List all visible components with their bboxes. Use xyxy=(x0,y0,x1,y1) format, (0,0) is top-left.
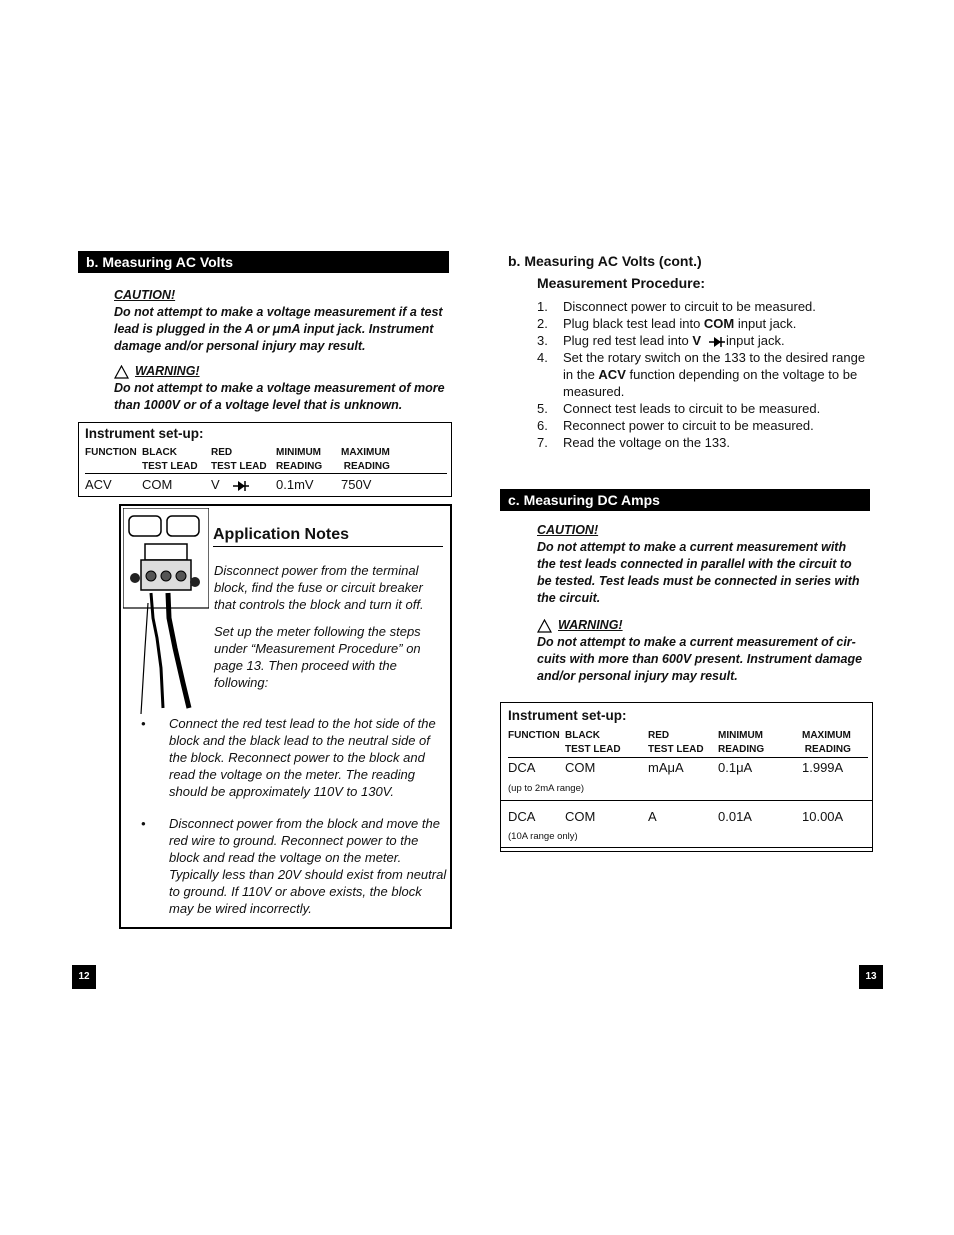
caution-text: Do not attempt to make a voltage measurement if a test lead is plugged in the A or μmA input jack. Instrument damage and/or personal injury may result. xyxy=(114,305,443,353)
col-header-red-lead: RED TEST LEAD xyxy=(211,447,267,472)
caution-block-right xyxy=(537,522,867,607)
app-notes-title: Application Notes xyxy=(213,526,443,547)
warning-text: Do not attempt to make a voltage measurement of more than 1000V or of a voltage level that is unknown. xyxy=(114,381,445,412)
cell-maximum: 10.00A xyxy=(802,809,844,824)
col-header-black-lead: BLACK TEST LEAD xyxy=(565,730,621,755)
page-number-right: 13 xyxy=(859,965,883,989)
cell-black-lead: COM xyxy=(565,809,596,824)
cell-maximum: 1.999A xyxy=(802,760,844,775)
caution-text: Do not attempt to make a current measurement with the test leads connected in parallel with the circuit to be tested. Test leads must be connected in series with the circuit. xyxy=(537,540,860,605)
cell-red-lead: mAμA xyxy=(648,760,684,775)
cell-minimum: 0.01A xyxy=(718,809,752,824)
list-item: 5. Connect test leads to circuit to be measured. xyxy=(537,401,821,416)
instrument-setup-table-left xyxy=(78,422,452,497)
list-item: 6. Reconnect power to circuit to be measured. xyxy=(537,418,814,433)
terminal-block-illustration xyxy=(123,508,209,714)
app-notes-para2: Set up the meter following the steps under “Measurement Procedure” on page 13. Then proceed with the following: xyxy=(214,624,421,690)
cell-black-lead: COM xyxy=(142,477,173,492)
instrument-setup-table-right xyxy=(500,702,873,852)
warning-text: Do not attempt to make a current measurement of cir-cuits with more than 600V present. Instrument damage and/or personal injury may result. xyxy=(537,635,863,683)
list-item: 4. Set the rotary switch on the 133 to the desired range in the ACV function depending on the voltage to be measured. xyxy=(537,350,866,399)
list-item: 2. Plug black test lead into COM input jack. xyxy=(537,316,797,331)
section-title-ac-volts-cont: b. Measuring AC Volts (cont.) xyxy=(508,253,702,269)
col-header-black-lead: BLACK TEST LEAD xyxy=(142,447,198,472)
caution-label: CAUTION! xyxy=(114,288,176,302)
table-rule xyxy=(85,473,447,474)
warning-block-left xyxy=(114,363,454,414)
cell-function: DCA xyxy=(508,809,536,824)
page-number-left: 12 xyxy=(72,965,96,989)
section-title-text: c. Measuring DC Amps xyxy=(508,492,660,508)
diode-icon xyxy=(709,336,725,348)
procedure-steps xyxy=(537,298,867,451)
table-rule xyxy=(501,847,872,848)
row-note: (up to 2mA range) xyxy=(508,783,585,794)
col-header-function: FUNCTION xyxy=(508,730,560,741)
list-item: 7. Read the voltage on the 133. xyxy=(537,435,730,450)
list-item: 3. Plug red test lead into V input jack. xyxy=(537,333,785,348)
app-notes-bullet1: Connect the red test lead to the hot side of the block and the black lead to the neutral side of the block. Reconnect power to the block and read the voltage on the meter. The reading should be approximately 110V to 130V. xyxy=(169,716,436,799)
warning-triangle-icon xyxy=(537,619,552,633)
row-note: (10A range only) xyxy=(508,831,578,842)
col-header-minimum: MINIMUM READING xyxy=(276,447,323,472)
col-header-maximum: MAXIMUM READING xyxy=(341,447,390,472)
diode-icon xyxy=(233,480,249,492)
section-title-dc-amps xyxy=(500,489,870,511)
cell-red-lead: A xyxy=(648,809,657,824)
section-title-ac-volts xyxy=(78,251,449,273)
cell-function: DCA xyxy=(508,760,536,775)
cell-minimum: 0.1μA xyxy=(718,760,753,775)
setup-title: Instrument set-up: xyxy=(508,708,627,723)
setup-title: Instrument set-up: xyxy=(85,426,204,441)
col-header-red-lead: RED TEST LEAD xyxy=(648,730,704,755)
cell-function: ACV xyxy=(85,477,112,492)
bullet-mark-2: • xyxy=(141,816,146,831)
list-item: 1. Disconnect power to circuit to be measured. xyxy=(537,299,816,314)
table-rule xyxy=(501,800,872,801)
caution-label: CAUTION! xyxy=(537,523,599,537)
warning-label: WARNING! xyxy=(135,364,200,378)
cell-minimum: 0.1mV xyxy=(276,477,314,492)
bullet-mark-1: • xyxy=(141,716,146,731)
col-header-maximum: MAXIMUM READING xyxy=(802,730,851,755)
warning-label: WARNING! xyxy=(558,618,623,632)
caution-block-left xyxy=(114,287,454,355)
application-notes-box xyxy=(119,504,452,929)
col-header-function: FUNCTION xyxy=(85,447,137,458)
warning-block-right xyxy=(537,617,867,685)
app-notes-para1: Disconnect power from the terminal block, find the fuse or circuit breaker that controls the block and turn it off. xyxy=(214,563,424,612)
table-rule xyxy=(508,757,868,758)
cell-maximum: 750V xyxy=(341,477,372,492)
measurement-procedure-title: Measurement Procedure: xyxy=(537,275,706,291)
warning-triangle-icon xyxy=(114,365,129,379)
cell-red-lead: V xyxy=(211,477,249,492)
col-header-minimum: MINIMUM READING xyxy=(718,730,765,755)
section-title-text: b. Measuring AC Volts xyxy=(86,254,234,270)
cell-black-lead: COM xyxy=(565,760,596,775)
app-notes-bullet2: Disconnect power from the block and move the red wire to ground. Reconnect power to the block and read the voltage on the meter. Typically less than 20V should exist from neutral to ground. If 110V or above exists, the block may be wired incorrectly. xyxy=(169,816,447,916)
